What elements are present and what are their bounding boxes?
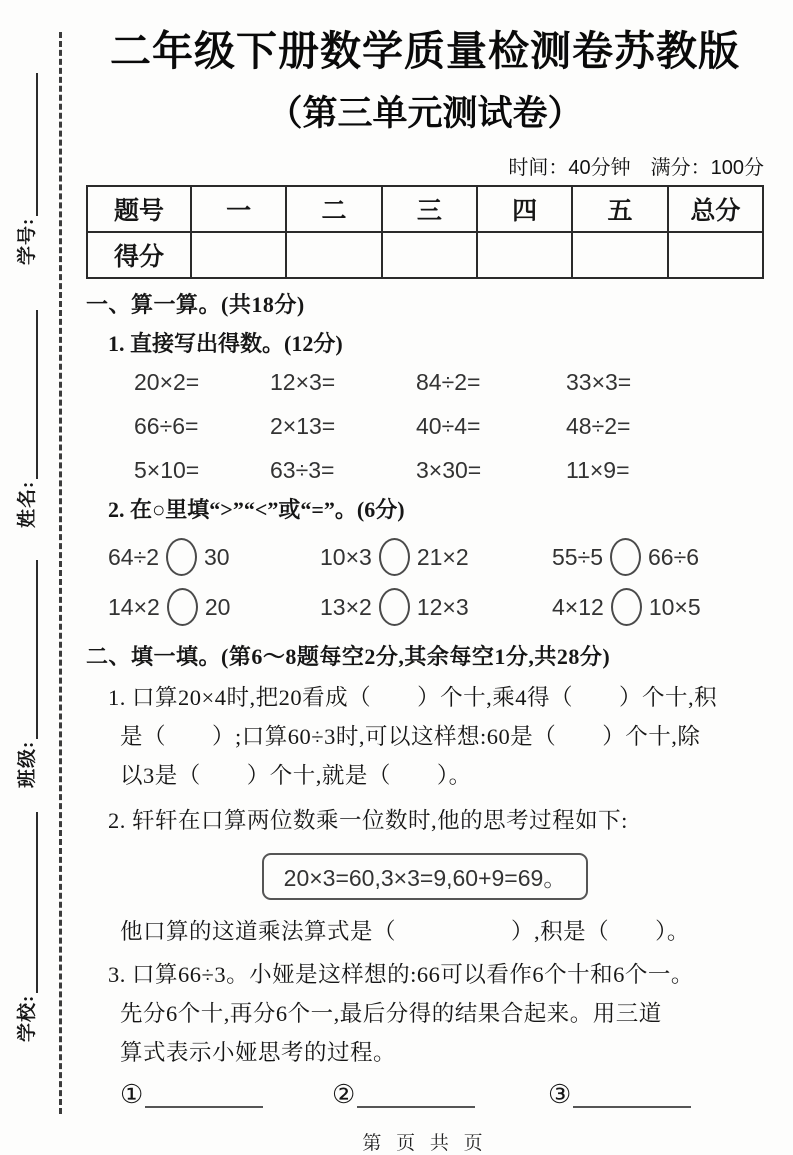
name-blank-line (36, 310, 38, 479)
arith-item: 63÷3= (270, 457, 335, 483)
score-table-header-row (87, 186, 763, 232)
answer-line (573, 1106, 691, 1108)
comparison-item (552, 535, 764, 579)
score-table (86, 185, 764, 279)
section2-q3-line3: 算式表示小娅思考的过程。 (120, 1040, 397, 1065)
time-score-meta: 时间：40分钟 满分：100分 (508, 157, 764, 179)
arith-item: 33×3= (566, 369, 632, 395)
arith-item: 20×2= (134, 369, 200, 395)
paper-content (86, 20, 764, 1155)
comparison-grid (108, 535, 764, 629)
comparison-item (320, 585, 552, 629)
score-col-4: 四 (477, 186, 572, 232)
cmp-left: 10×3 (320, 543, 372, 570)
school-label: 学校: (17, 994, 38, 1042)
sidebar-field-school (12, 812, 42, 1042)
empty-circle-icon (166, 538, 197, 576)
score-cell (477, 232, 572, 278)
cmp-left: 55÷5 (552, 543, 603, 570)
arith-item: 2×13= (270, 413, 336, 439)
arithmetic-grid (134, 369, 764, 484)
arith-item: 66÷6= (134, 413, 199, 439)
answer-line (145, 1106, 263, 1108)
arith-item: 3×30= (416, 457, 482, 483)
sidebar-field-name (12, 310, 42, 528)
arith-item: 5×10= (134, 457, 200, 483)
score-cell (668, 232, 763, 278)
page-footer: 第 页 共 页 (362, 1133, 488, 1154)
comparison-item (108, 585, 320, 629)
school-blank-line (36, 812, 38, 993)
score-col-1: 一 (191, 186, 286, 232)
arith-item: 48÷2= (566, 413, 631, 439)
thinking-process-box: 20×3=60,3×3=9,60+9=69。 (262, 853, 589, 900)
arith-item: 11×9= (566, 457, 630, 483)
empty-circle-icon (611, 588, 642, 626)
comparison-item (320, 535, 552, 579)
score-cell (286, 232, 381, 278)
cmp-left: 13×2 (320, 593, 372, 620)
comparison-item (108, 535, 320, 579)
cmp-left: 14×2 (108, 593, 160, 620)
section2-q2-intro: 2. 轩轩在口算两位数乘一位数时,他的思考过程如下: (108, 808, 628, 833)
score-cell (572, 232, 667, 278)
score-col-total: 总分 (668, 186, 763, 232)
answer-blank-3 (548, 1078, 764, 1112)
section2-q1-line1: 1. 口算20×4时,把20看成（ ）个十,乘4得（ ）个十,积 (108, 685, 718, 710)
section1-q1-label: 1. 直接写出得数。(12分) (108, 331, 343, 356)
name-label: 姓名: (17, 480, 38, 528)
cmp-right: 21×2 (416, 543, 469, 570)
section2-q1-line2: 是（ ）;口算60÷3时,可以这样想:60是（ ）个十,除 (120, 724, 701, 749)
score-col-3: 三 (382, 186, 477, 232)
sidebar-field-student-id (12, 73, 42, 265)
page-title: 二年级下册数学质量检测卷苏教版 (110, 28, 740, 74)
score-cell (382, 232, 477, 278)
circled-2-mark: ② (332, 1080, 356, 1109)
empty-circle-icon (379, 538, 410, 576)
circled-1-mark: ① (120, 1080, 144, 1109)
comparison-item (552, 585, 764, 629)
arith-item: 84÷2= (416, 369, 481, 395)
answer-blanks-row (120, 1078, 764, 1112)
cmp-right: 12×3 (416, 593, 469, 620)
class-blank-line (36, 560, 38, 739)
cmp-right: 30 (204, 543, 230, 570)
page-subtitle: （第三单元测试卷） (267, 94, 583, 133)
score-col-2: 二 (286, 186, 381, 232)
cmp-right: 10×5 (648, 593, 701, 620)
student-id-blank-line (36, 73, 38, 216)
score-cell (191, 232, 286, 278)
cmp-right: 20 (204, 593, 231, 620)
answer-blank-1 (120, 1078, 332, 1112)
arith-item: 12×3= (270, 369, 336, 395)
score-table-score-row (87, 232, 763, 278)
cmp-right: 66÷6 (648, 543, 699, 570)
thinking-box-wrapper (86, 853, 764, 900)
cmp-left: 4×12 (552, 593, 604, 620)
section2-q3-line1: 3. 口算66÷3。小娅是这样想的:66可以看作6个十和6个一。 (108, 962, 694, 987)
section2-q1-line3: 以3是（ ）个十,就是（ ）。 (120, 763, 472, 788)
circled-3-mark: ③ (548, 1080, 572, 1109)
answer-blank-2 (332, 1078, 548, 1112)
score-table-corner-cell: 题号 (87, 186, 191, 232)
section2-heading: 二、填一填。(第6～8题每空2分,其余每空1分,共28分) (86, 644, 611, 669)
section1-q2-label: 2. 在○里填“>”“<”或“=”。(6分) (108, 497, 405, 522)
cmp-left: 64÷2 (108, 543, 159, 570)
score-row-label: 得分 (87, 232, 191, 278)
empty-circle-icon (167, 588, 198, 626)
student-id-label: 学号: (17, 217, 38, 265)
answer-line (357, 1106, 475, 1108)
empty-circle-icon (379, 588, 410, 626)
section2-q3-line2: 先分6个十,再分6个一,最后分得的结果合起来。用三道 (120, 1001, 662, 1026)
binding-dashed-line (59, 32, 62, 1114)
score-col-5: 五 (572, 186, 667, 232)
arith-item: 40÷4= (416, 413, 481, 439)
class-label: 班级: (17, 740, 38, 788)
sidebar-field-class (12, 560, 42, 788)
section2-q2-outro: 他口算的这道乘法算式是（ ）,积是（ ）。 (120, 919, 690, 944)
empty-circle-icon (610, 538, 641, 576)
section1-heading: 一、算一算。(共18分) (86, 292, 305, 317)
